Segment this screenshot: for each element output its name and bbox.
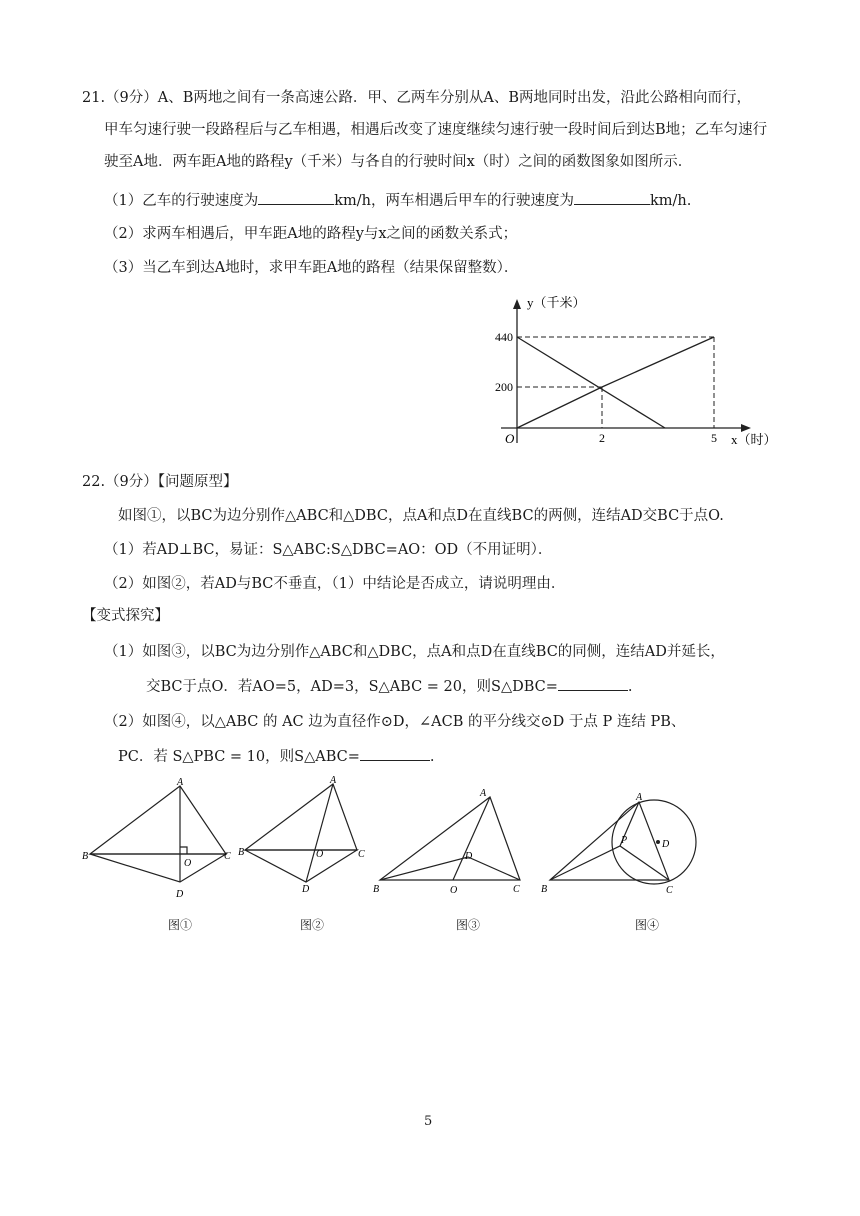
fig3-label-a: A bbox=[480, 788, 487, 799]
answer-blank-area-dbc[interactable] bbox=[558, 676, 628, 691]
q22-intro: 如图①，以BC为边分别作△ABC和△DBC，点A和点D在直线BC的两侧，连结AD交BC于点O. bbox=[118, 508, 724, 524]
q21-part-2: （2）求两车相遇后，甲车距A地的路程y与x之间的函数关系式； bbox=[104, 226, 518, 242]
x-axis-arrow bbox=[741, 424, 751, 432]
caption-fig-3: 图③ bbox=[456, 918, 481, 932]
q22-part-2: （2）如图②，若AD与BC不垂直，（1）中结论是否成立，请说明理由． bbox=[104, 576, 566, 592]
fig1-label-c: C bbox=[224, 851, 231, 862]
q22-variant-1-line-2 bbox=[146, 676, 633, 697]
tick-2: 2 bbox=[599, 431, 605, 445]
q22-header: 22.（9分）【问题原型】 bbox=[82, 474, 238, 490]
q22-variant-2-line-1: （2）如图④，以△ABC 的 AC 边为直径作⊙D，∠ACB 的平分线交⊙D 于点 P 连结 PB、 bbox=[104, 714, 686, 730]
q22-variant-1-line-1: （1）如图③，以BC为边分别作△ABC和△DBC，点A和点D在直线BC的同侧，连结AD并延长， bbox=[104, 644, 725, 660]
fig3-label-d: D bbox=[465, 851, 473, 862]
fig2-label-o: O bbox=[316, 849, 324, 860]
fig4-label-p: P bbox=[621, 835, 628, 846]
car-b-line bbox=[517, 337, 665, 428]
q22-variant-1-text: 交BC于点O．若AO=5，AD=3，S△ABC = 20，则S△DBC= bbox=[146, 679, 558, 695]
figure-2 bbox=[245, 784, 357, 882]
figure-1 bbox=[90, 786, 226, 882]
q22-part-1: （1）若AD⊥BC，易证：S△ABC:S△DBC=AO：OD（不用证明）． bbox=[104, 542, 553, 558]
car-a-line bbox=[517, 337, 714, 428]
fig1-label-a: A bbox=[177, 777, 184, 788]
fig3-label-c: C bbox=[513, 884, 520, 895]
fig4-label-d: D bbox=[662, 839, 670, 850]
distance-time-graph bbox=[495, 293, 790, 458]
q21-part-1 bbox=[104, 190, 691, 211]
fig1-label-o: O bbox=[184, 858, 192, 869]
fig4-center-dot bbox=[656, 840, 660, 844]
fig1-label-d: D bbox=[176, 889, 184, 900]
fig4-label-c: C bbox=[666, 885, 673, 896]
figure-3 bbox=[380, 797, 520, 880]
caption-fig-1: 图① bbox=[168, 918, 193, 932]
geometry-figures bbox=[80, 775, 720, 905]
q22-variant-header: 【变式探究】 bbox=[82, 608, 169, 624]
q21-part-3: （3）当乙车到达A地时，求甲车距A地的路程（结果保留整数）． bbox=[104, 260, 519, 276]
fig4-label-a: A bbox=[636, 792, 643, 803]
caption-fig-2: 图② bbox=[300, 918, 325, 932]
y-axis-arrow bbox=[513, 299, 521, 309]
q21-part-1-text-c: km/h. bbox=[650, 193, 692, 209]
answer-blank-area-abc[interactable] bbox=[360, 746, 430, 761]
y-axis-label: y（千米） bbox=[527, 295, 586, 310]
caption-fig-4: 图④ bbox=[635, 918, 660, 932]
answer-blank-speed-a[interactable] bbox=[574, 190, 650, 205]
q21-part-1-text-b: km/h，两车相遇后甲车的行驶速度为 bbox=[334, 193, 574, 209]
fig2-label-b: B bbox=[238, 847, 245, 858]
fig2-label-d: D bbox=[302, 884, 310, 895]
page-number: 5 bbox=[424, 1114, 433, 1129]
q21-line-3: 驶至A地．两车距A地的路程y（千米）与各自的行驶时间x（时）之间的函数图象如图所示． bbox=[104, 154, 693, 170]
fig3-label-o: O bbox=[450, 885, 458, 896]
q21-line-2: 甲车匀速行驶一段路程后与乙车相遇，相遇后改变了速度继续匀速行驶一段时间后到达B地；乙车匀速行 bbox=[104, 122, 768, 138]
x-axis-label: x（时） bbox=[731, 432, 777, 447]
fig2-label-a: A bbox=[330, 775, 337, 786]
origin-label: O bbox=[505, 431, 515, 446]
fig4-label-b: B bbox=[541, 884, 548, 895]
period: . bbox=[429, 749, 435, 765]
q21-part-1-text-a: （1）乙车的行驶速度为 bbox=[104, 193, 259, 209]
period: . bbox=[627, 679, 633, 695]
answer-blank-speed-b[interactable] bbox=[258, 190, 334, 205]
fig3-label-b: B bbox=[373, 884, 380, 895]
tick-5: 5 bbox=[711, 431, 717, 445]
q22-variant-2-text: PC．若 S△PBC = 10，则S△ABC= bbox=[118, 749, 360, 765]
q21-line-1: 21.（9分）A、B两地之间有一条高速公路．甲、乙两车分别从A、B两地同时出发，沿此公路相向而行， bbox=[82, 90, 752, 106]
fig2-label-c: C bbox=[358, 849, 365, 860]
tick-200: 200 bbox=[495, 380, 513, 394]
fig1-label-b: B bbox=[82, 851, 89, 862]
tick-440: 440 bbox=[495, 330, 513, 344]
q22-variant-2-line-2 bbox=[118, 746, 434, 767]
